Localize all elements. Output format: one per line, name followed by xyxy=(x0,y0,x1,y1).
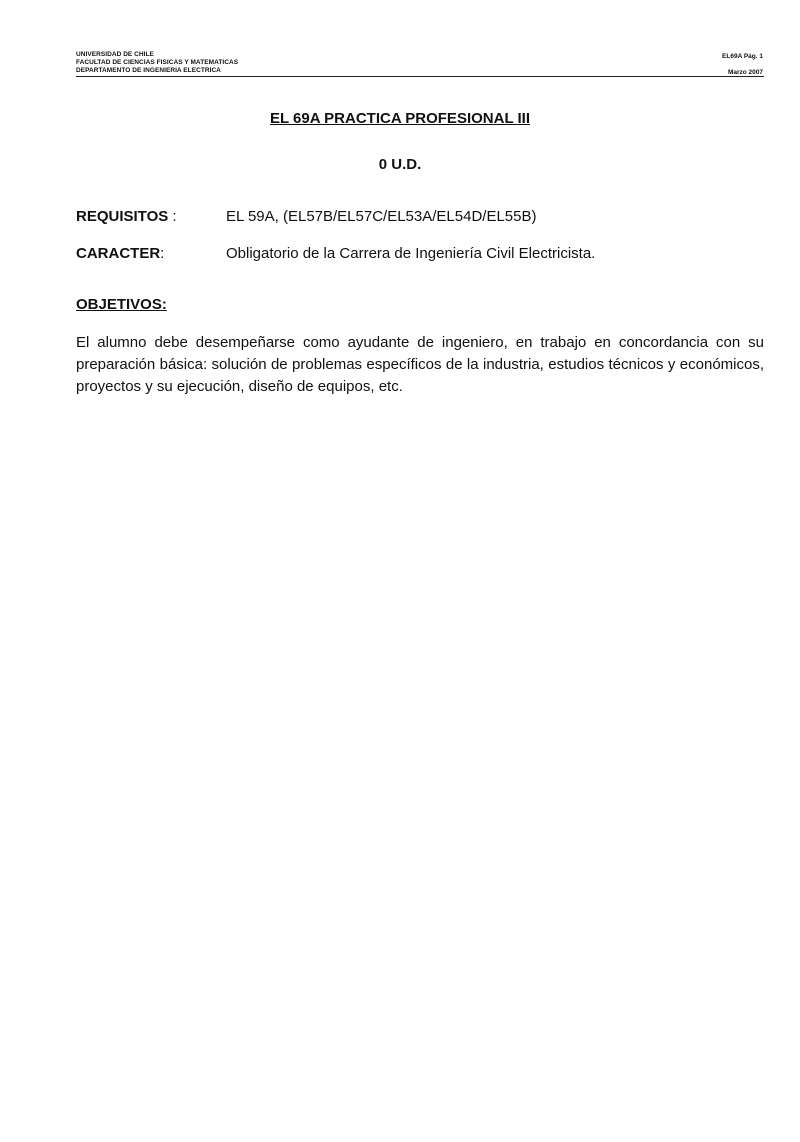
caracter-label: CARACTER xyxy=(76,245,161,262)
objetivos-heading: OBJETIVOS: xyxy=(76,296,167,313)
caracter-label-group xyxy=(76,245,164,262)
course-title: EL 69A PRACTICA PROFESIONAL III xyxy=(269,110,531,127)
document-date: Marzo 2007 xyxy=(727,69,763,76)
institution-header xyxy=(76,51,238,75)
requisitos-value: EL 59A, (EL57B/EL57C/EL53A/EL54D/EL55B) xyxy=(226,208,537,225)
objetivos-text: El alumno debe desempeñarse como ayudante de ingeniero, en trabajo en concordancia con su preparación básica: solución de problemas específicos de la industria, estudios técnicos y económicos, proyectos y su ejecución, diseño de equipos, etc. xyxy=(76,334,764,395)
course-units: 0 U.D. xyxy=(378,156,422,173)
caracter-separator: : xyxy=(160,245,165,262)
department-name: DEPARTAMENTO DE INGENIERIA ELECTRICA xyxy=(76,67,221,74)
requisitos-label-group xyxy=(76,208,177,225)
requisitos-label: REQUISITOS xyxy=(76,208,169,225)
caracter-value: Obligatorio de la Carrera de Ingeniería Civil Electricista. xyxy=(226,245,596,262)
requisitos-separator: : xyxy=(168,208,177,225)
header-divider xyxy=(76,76,764,77)
faculty-name: FACULTAD DE CIENCIAS FISICAS Y MATEMATICAS xyxy=(76,59,239,66)
university-name: UNIVERSIDAD DE CHILE xyxy=(76,51,154,58)
page-reference: EL69A Pág. 1 xyxy=(722,53,763,60)
